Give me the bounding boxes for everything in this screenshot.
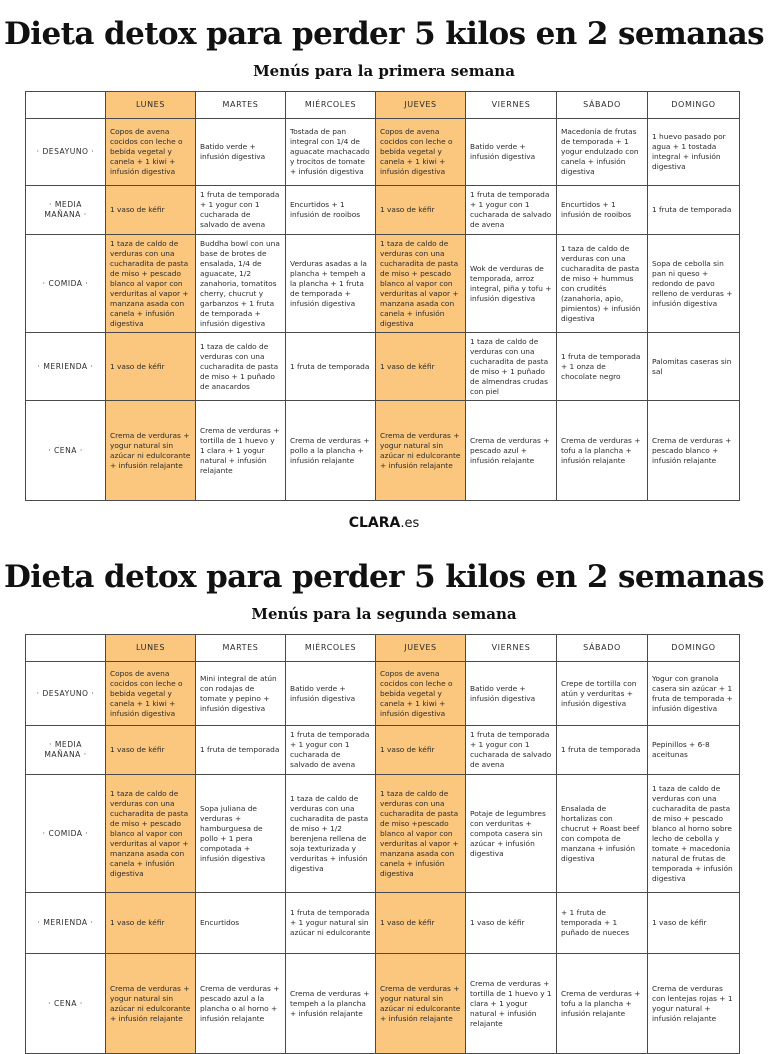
menu-cell-viernes-cena: Crema de verduras + pescado azul + infusión relajante	[466, 401, 557, 501]
menu-cell-sabado-cena: Crema de verduras + tofu a la plancha + infusión relajante	[557, 401, 648, 501]
menu-cell-domingo-comida: 1 taza de caldo de verduras con una cucharadita de pasta de miso + pescado blanco al horno sobre lecho de cebolla y tomate + macedonia natural de frutas de temporada + infusión digestiva	[648, 775, 740, 893]
menu-cell-viernes-merienda: 1 vaso de kéfir	[466, 893, 557, 954]
day-header-sabado: SÁBADO	[557, 92, 648, 119]
menu-cell-jueves-merienda: 1 vaso de kéfir	[376, 893, 466, 954]
menu-cell-domingo-media-manana: 1 fruta de temporada	[648, 186, 740, 235]
day-header-viernes: VIERNES	[466, 92, 557, 119]
day-header-lunes: LUNES	[106, 635, 196, 662]
meal-label-merienda: · MERIENDA ·	[26, 333, 106, 401]
meal-row-desayuno	[26, 119, 740, 186]
menu-cell-domingo-merienda: 1 vaso de kéfir	[648, 893, 740, 954]
menu-cell-lunes-cena: Crema de verduras + yogur natural sin azúcar ni edulcorante + infusión relajante	[106, 401, 196, 501]
meal-row-comida	[26, 775, 740, 893]
menu-cell-jueves-media-manana: 1 vaso de kéfir	[376, 726, 466, 775]
header-row	[26, 635, 740, 662]
corner-cell	[26, 92, 106, 119]
menu-cell-miercoles-merienda: 1 fruta de temporada	[286, 333, 376, 401]
menu-cell-lunes-media-manana: 1 vaso de kéfir	[106, 186, 196, 235]
menu-cell-domingo-cena: Crema de verduras con lentejas rojas + 1 yogur natural + infusión relajante	[648, 954, 740, 1054]
meal-row-merienda	[26, 893, 740, 954]
subtitle-week-1: Menús para la primera semana	[253, 62, 515, 80]
menu-cell-lunes-comida: 1 taza de caldo de verduras con una cucharadita de pasta de miso + pescado blanco al vapor con verduritas al vapor + manzana asada con canela + infusión digestiva	[106, 775, 196, 893]
menu-cell-lunes-desayuno: Copos de avena cocidos con leche o bebida vegetal y canela + 1 kiwi + infusión digestiva	[106, 119, 196, 186]
menu-cell-martes-cena: Crema de verduras + tortilla de 1 huevo y 1 clara + 1 yogur natural + infusión relajante	[196, 401, 286, 501]
menu-cell-sabado-desayuno: Macedonia de frutas de temporada + 1 yogur endulzado con canela + infusión digestiva	[557, 119, 648, 186]
day-header-lunes: LUNES	[106, 92, 196, 119]
menu-cell-viernes-media-manana: 1 fruta de temporada + 1 yogur con 1 cucharada de salvado de avena	[466, 726, 557, 775]
meal-label-media-manana: · MEDIA MAÑANA ·	[26, 726, 106, 775]
meal-label-cena: · CENA ·	[26, 401, 106, 501]
menu-cell-sabado-comida: 1 taza de caldo de verduras con una cucharadita de pasta de miso + hummus con crudités (zanahoria, apio, pimientos) + infusión digestiva	[557, 235, 648, 333]
menu-cell-martes-comida: Buddha bowl con una base de brotes de ensalada, 1/4 de aguacate, 1/2 zanahoria, tomatitos cherry, chucrut y garbanzos + 1 fruta de temporada + infusión digestiva	[196, 235, 286, 333]
menu-cell-viernes-merienda: 1 taza de caldo de verduras con una cucharadita de pasta de miso + 1 puñado de almendras crudas con piel	[466, 333, 557, 401]
day-header-jueves: JUEVES	[376, 635, 466, 662]
menu-cell-domingo-desayuno: 1 huevo pasado por agua + 1 tostada integral + infusión digestiva	[648, 119, 740, 186]
menu-cell-jueves-cena: Crema de verduras + yogur natural sin azúcar ni edulcorante + infusión relajante	[376, 401, 466, 501]
corner-cell	[26, 635, 106, 662]
menu-cell-viernes-desayuno: Batido verde + infusión digestiva	[466, 119, 557, 186]
menu-cell-miercoles-comida: Verduras asadas a la plancha + tempeh a la plancha + 1 fruta de temporada + infusión digestiva	[286, 235, 376, 333]
menu-cell-lunes-media-manana: 1 vaso de kéfir	[106, 726, 196, 775]
day-header-miercoles: MIÉRCOLES	[286, 635, 376, 662]
menu-cell-sabado-merienda: 1 fruta de temporada + 1 onza de chocolate negro	[557, 333, 648, 401]
menu-cell-viernes-media-manana: 1 fruta de temporada + 1 yogur con 1 cucharada de salvado de avena	[466, 186, 557, 235]
meal-row-cena	[26, 954, 740, 1054]
menu-cell-martes-desayuno: Batido verde + infusión digestiva	[196, 119, 286, 186]
menu-cell-lunes-merienda: 1 vaso de kéfir	[106, 893, 196, 954]
menu-cell-jueves-desayuno: Copos de avena cocidos con leche o bebida vegetal y canela + 1 kiwi + infusión digestiva	[376, 662, 466, 726]
menu-cell-miercoles-merienda: 1 fruta de temporada + 1 yogur natural sin azúcar ni edulcorante	[286, 893, 376, 954]
meal-row-comida	[26, 235, 740, 333]
menu-cell-viernes-comida: Wok de verduras de temporada, arroz integral, piña y tofu + infusión digestiva	[466, 235, 557, 333]
menu-cell-miercoles-comida: 1 taza de caldo de verduras con una cucharadita de pasta de miso + 1/2 berenjena rellena de soja texturizada y verduritas + infusión digestiva	[286, 775, 376, 893]
meal-label-comida: · COMIDA ·	[26, 775, 106, 893]
menu-cell-jueves-desayuno: Copos de avena cocidos con leche o bebida vegetal y canela + 1 kiwi + infusión digestiva	[376, 119, 466, 186]
menu-cell-martes-merienda: Encurtidos	[196, 893, 286, 954]
menu-cell-sabado-desayuno: Crepe de tortilla con atún y verduritas + infusión digestiva	[557, 662, 648, 726]
menu-cell-viernes-desayuno: Batido verde + infusión digestiva	[466, 662, 557, 726]
meal-label-desayuno: · DESAYUNO ·	[26, 119, 106, 186]
meal-row-cena	[26, 401, 740, 501]
menu-cell-sabado-media-manana: 1 fruta de temporada	[557, 726, 648, 775]
menu-cell-domingo-comida: Sopa de cebolla sin pan ni queso + redondo de pavo relleno de verduras + infusión digestiva	[648, 235, 740, 333]
menu-cell-domingo-merienda: Palomitas caseras sin sal	[648, 333, 740, 401]
menu-cell-jueves-merienda: 1 vaso de kéfir	[376, 333, 466, 401]
meal-label-cena: · CENA ·	[26, 954, 106, 1054]
menu-cell-domingo-cena: Crema de verduras + pescado blanco + infusión relajante	[648, 401, 740, 501]
menu-cell-miercoles-desayuno: Tostada de pan integral con 1/4 de aguacate machacado y trocitos de tomate + infusión digestiva	[286, 119, 376, 186]
meal-label-desayuno: · DESAYUNO ·	[26, 662, 106, 726]
day-header-martes: MARTES	[196, 92, 286, 119]
meal-row-merienda	[26, 333, 740, 401]
page-title-week-1: Dieta detox para perder 5 kilos en 2 semanas	[4, 16, 764, 52]
menu-cell-martes-media-manana: 1 fruta de temporada	[196, 726, 286, 775]
menu-cell-sabado-media-manana: Encurtidos + 1 infusión de rooibos	[557, 186, 648, 235]
day-header-domingo: DOMINGO	[648, 635, 740, 662]
day-header-domingo: DOMINGO	[648, 92, 740, 119]
menu-cell-domingo-media-manana: Pepinillos + 6-8 aceitunas	[648, 726, 740, 775]
menu-cell-lunes-cena: Crema de verduras + yogur natural sin azúcar ni edulcorante + infusión relajante	[106, 954, 196, 1054]
menu-cell-lunes-desayuno: Copos de avena cocidos con leche o bebida vegetal y canela + 1 kiwi + infusión digestiva	[106, 662, 196, 726]
meal-row-media-manana	[26, 726, 740, 775]
meal-label-comida: · COMIDA ·	[26, 235, 106, 333]
menu-cell-martes-comida: Sopa juliana de verduras + hamburguesa de pollo + 1 pera compotada + infusión digestiva	[196, 775, 286, 893]
menu-cell-jueves-comida: 1 taza de caldo de verduras con una cucharadita de pasta de miso + pescado blanco al vapor con verduritas al vapor + manzana asada con canela + infusión digestiva	[376, 235, 466, 333]
menu-cell-jueves-cena: Crema de verduras + yogur natural sin azúcar ni edulcorante + infusión relajante	[376, 954, 466, 1054]
menu-cell-martes-cena: Crema de verduras + pescado azul a la plancha o al horno + infusión relajante	[196, 954, 286, 1054]
menu-cell-lunes-merienda: 1 vaso de kéfir	[106, 333, 196, 401]
day-header-jueves: JUEVES	[376, 92, 466, 119]
day-header-martes: MARTES	[196, 635, 286, 662]
menu-cell-viernes-comida: Potaje de legumbres con verduritas + compota casera sin azúcar + infusión digestiva	[466, 775, 557, 893]
meal-label-merienda: · MERIENDA ·	[26, 893, 106, 954]
subtitle-week-2: Menús para la segunda semana	[251, 605, 517, 623]
meal-row-media-manana	[26, 186, 740, 235]
menu-cell-miercoles-media-manana: Encurtidos + 1 infusión de rooibos	[286, 186, 376, 235]
menu-cell-martes-desayuno: Mini integral de atún con rodajas de tomate y pepino + infusión digestiva	[196, 662, 286, 726]
day-header-sabado: SÁBADO	[557, 635, 648, 662]
meal-label-media-manana: · MEDIA MAÑANA ·	[26, 186, 106, 235]
day-header-miercoles: MIÉRCOLES	[286, 92, 376, 119]
clara-logo: CLARA.es	[348, 515, 420, 531]
menu-cell-martes-media-manana: 1 fruta de temporada + 1 yogur con 1 cucharada de salvado de avena	[196, 186, 286, 235]
header-row	[26, 92, 740, 119]
day-header-viernes: VIERNES	[466, 635, 557, 662]
menu-cell-jueves-media-manana: 1 vaso de kéfir	[376, 186, 466, 235]
menu-cell-sabado-merienda: + 1 fruta de temporada + 1 puñado de nueces	[557, 893, 648, 954]
menu-cell-miercoles-desayuno: Batido verde + infusión digestiva	[286, 662, 376, 726]
menu-cell-lunes-comida: 1 taza de caldo de verduras con una cucharadita de pasta de miso + pescado blanco al vapor con verduritas al vapor + manzana asada con canela + infusión digestiva	[106, 235, 196, 333]
menu-cell-sabado-cena: Crema de verduras + tofu a la plancha + infusión relajante	[557, 954, 648, 1054]
menu-cell-domingo-desayuno: Yogur con granola casera sin azúcar + 1 fruta de temporada + infusión digestiva	[648, 662, 740, 726]
menu-cell-viernes-cena: Crema de verduras + tortilla de 1 huevo y 1 clara + 1 yogur natural + infusión relajante	[466, 954, 557, 1054]
menu-cell-sabado-comida: Ensalada de hortalizas con chucrut + Roast beef con compota de manzana + infusión digestiva	[557, 775, 648, 893]
menu-cell-miercoles-cena: Crema de verduras + tempeh a la plancha + infusión relajante	[286, 954, 376, 1054]
menu-cell-miercoles-cena: Crema de verduras + pollo a la plancha + infusión relajante	[286, 401, 376, 501]
menu-cell-miercoles-media-manana: 1 fruta de temporada + 1 yogur con 1 cucharada de salvado de avena	[286, 726, 376, 775]
menu-table-week-1	[25, 91, 740, 501]
menu-cell-martes-merienda: 1 taza de caldo de verduras con una cucharadita de pasta de miso + 1 puñado de anacardos	[196, 333, 286, 401]
page-title-week-2: Dieta detox para perder 5 kilos en 2 semanas	[4, 559, 764, 595]
menu-table-week-2	[25, 634, 740, 1054]
meal-row-desayuno	[26, 662, 740, 726]
menu-cell-jueves-comida: 1 taza de caldo de verduras con una cucharadita de pasta de miso +pescado blanco al vapor con verduritas al vapor + manzana asada con canela + infusión digestiva	[376, 775, 466, 893]
